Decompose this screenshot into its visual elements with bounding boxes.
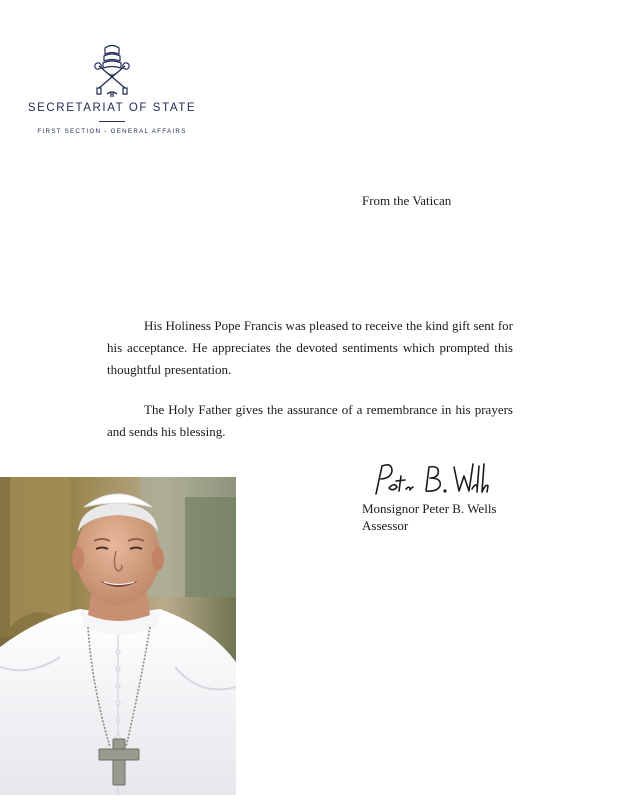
dateline: From the Vatican (362, 193, 452, 208)
letterhead (24, 44, 200, 135)
office-section: FIRST SECTION - GENERAL AFFAIRS (37, 128, 187, 135)
signer-title: Assessor (362, 518, 409, 533)
signer-name: Monsignor Peter B. Wells (362, 501, 497, 516)
office-title: SECRETARIAT OF STATE (27, 102, 197, 114)
divider (99, 121, 125, 122)
paragraph: The Holy Father gives the assurance of a remembrance in his prayers and sends his blessing. (107, 402, 513, 439)
paragraph: His Holiness Pope Francis was pleased to receive the kind gift sent for his acceptance. He appreciates the devoted sentiments which prompted this thoughtful presentation. (107, 318, 513, 377)
letter-body (107, 315, 513, 461)
handwritten-signature (370, 458, 490, 500)
signature-block (362, 458, 497, 534)
papal-coat-of-arms-icon (89, 44, 135, 98)
portrait-photo (0, 477, 236, 795)
